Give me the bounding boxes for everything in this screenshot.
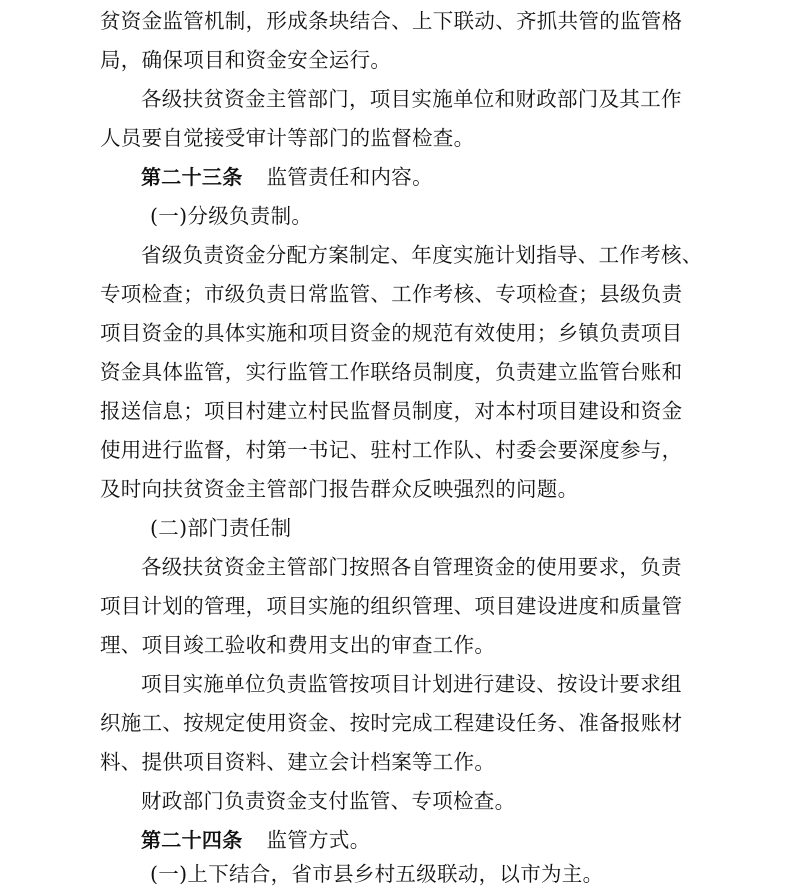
body-text-line: 资金具体监管，实行监管工作联络员制度，负责建立监管台账和 xyxy=(100,360,683,384)
body-text-line: 料、提供项目资料、建立会计档案等工作。 xyxy=(100,750,496,774)
body-text-line: 项目资金的具体实施和项目资金的规范有效使用；乡镇负责项目 xyxy=(100,321,683,345)
body-text-line: 织施工、按规定使用资金、按时完成工程建设任务、准备报账材 xyxy=(100,711,683,735)
paragraph-line: 各级扶贫资金主管部门，项目实施单位和财政部门及其工作 xyxy=(141,87,682,111)
section-heading: (二)部门责任制 xyxy=(150,516,292,540)
body-text-line: 专项检查；市级负责日常监管、工作考核、专项检查；县级负责 xyxy=(100,282,683,306)
body-text-line: 人员要自觉接受审计等部门的监督检查。 xyxy=(100,126,475,150)
paragraph-line: 项目实施单位负责监管按项目计划进行建设、按设计要求组 xyxy=(141,672,682,696)
article-number: 第二十四条 xyxy=(141,828,243,852)
section-heading: (一)分级负责制。 xyxy=(150,204,313,228)
article-title: 监管责任和内容。 xyxy=(266,165,433,189)
body-text-line: 报送信息；项目村建立村民监督员制度，对本村项目建设和资金 xyxy=(100,399,683,423)
body-text-line: 理、项目竣工验收和费用支出的审查工作。 xyxy=(100,633,496,657)
article-23-heading xyxy=(141,158,433,197)
body-text-line: 项目计划的管理，项目实施的组织管理、项目建设进度和质量管 xyxy=(100,594,683,618)
paragraph-line: 财政部门负责资金支付监管、专项检查。 xyxy=(141,789,516,813)
article-number: 第二十三条 xyxy=(141,165,243,189)
body-text-line: 使用进行监督，村第一书记、驻村工作队、村委会要深度参与， xyxy=(100,438,683,462)
body-text-line: 局，确保项目和资金安全运行。 xyxy=(100,48,392,72)
paragraph-line: 省级负责资金分配方案制定、年度实施计划指导、工作考核、 xyxy=(141,243,703,267)
body-text-line: 及时向扶贫资金主管部门报告群众反映强烈的问题。 xyxy=(100,477,579,501)
body-text-line: 贫资金监管机制，形成条块结合、上下联动、齐抓共管的监管格 xyxy=(100,9,683,33)
section-heading: (一)上下结合，省市县乡村五级联动，以市为主。 xyxy=(150,862,604,886)
article-title: 监管方式。 xyxy=(266,828,371,852)
paragraph-line: 各级扶贫资金主管部门按照各自管理资金的使用要求，负责 xyxy=(141,555,682,579)
